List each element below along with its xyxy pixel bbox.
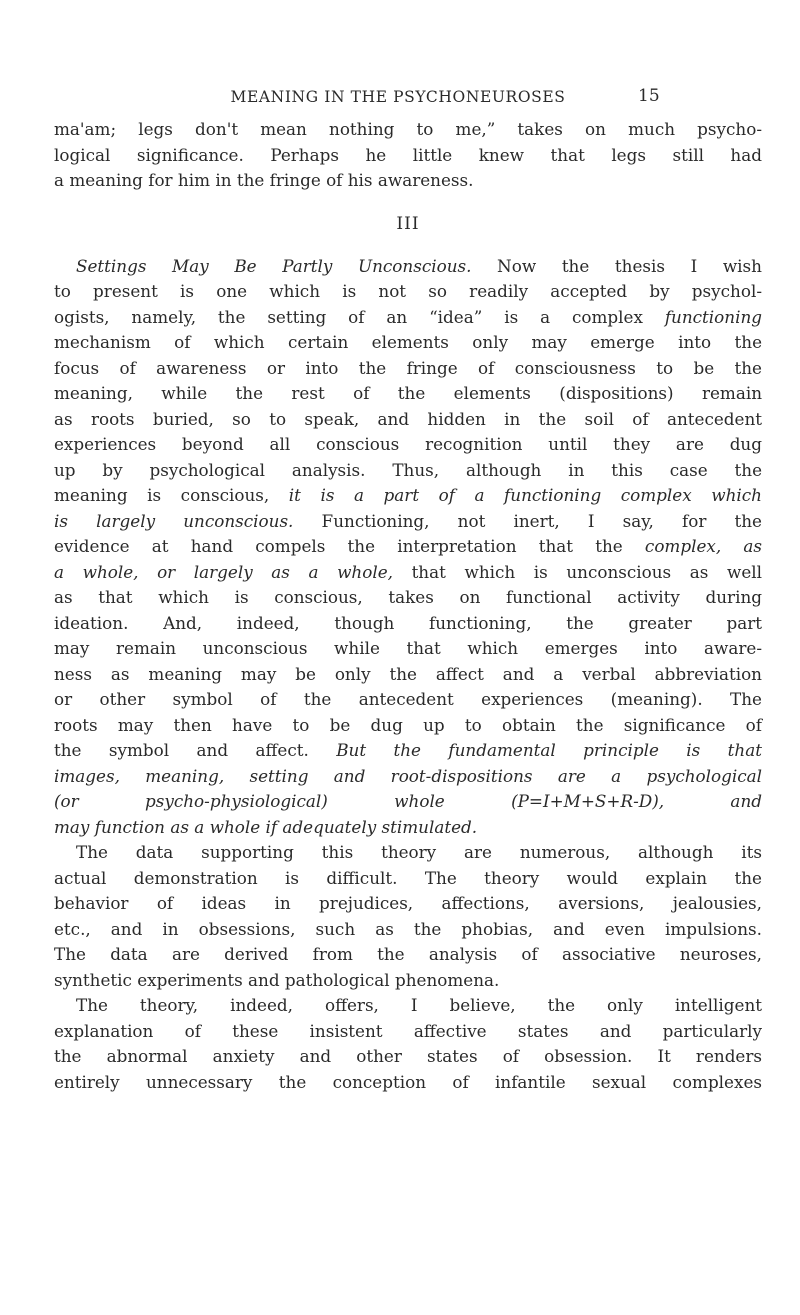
text-line xyxy=(54,356,762,382)
italic-text: (or psycho-physiological) whole (P=I+M+S+R-D), and xyxy=(54,791,762,811)
text-line: The theory, indeed, offers, I believe, the only intelligent xyxy=(76,995,762,1015)
italic-text: complex, as xyxy=(644,536,762,556)
text-line: ma'am; legs don't mean nothing to me,” takes on much psycho- xyxy=(54,119,762,139)
text-line xyxy=(54,254,762,280)
text-run: up by psychological analysis. Thus, although in this case the xyxy=(54,459,762,480)
text-run: mechanism of which certain elements only may emerge into the xyxy=(54,332,762,352)
italic-text: But the fundamental principle is that xyxy=(336,740,762,760)
paragraph-2 xyxy=(54,254,762,841)
text-run: that which is unconscious as well xyxy=(392,561,762,582)
text-line: etc., and in obsessions, such as the phobias, and even impulsions. xyxy=(54,918,762,939)
text-line xyxy=(54,534,762,560)
text-run: or other symbol of the antecedent experiences (meaning). The xyxy=(54,689,762,709)
italic-text: it is a part of a functioning complex which xyxy=(288,485,762,505)
text-run: ideation. And, indeed, though functioning, the greater part xyxy=(54,612,762,633)
text-line: logical significance. Perhaps he little knew that legs still had xyxy=(54,144,762,165)
italic-text: Settings May Be Partly Unconscious. xyxy=(76,255,472,276)
text-line xyxy=(54,432,762,458)
text-line xyxy=(54,458,762,484)
text-line xyxy=(54,279,762,305)
text-line: The data supporting this theory are numerous, although its xyxy=(76,842,762,862)
italic-text: may function as a whole if adequately stimulated. xyxy=(54,816,478,837)
italic-text: images, meaning, setting and root-dispositions are a psychological xyxy=(54,765,762,786)
text-run: ogists, namely, the setting of an “idea” is a complex xyxy=(54,306,665,327)
text-run: may remain unconscious while that which emerges into aware- xyxy=(54,638,762,658)
text-line xyxy=(54,713,762,739)
text-run: the symbol and affect. xyxy=(54,740,337,760)
text-line xyxy=(54,381,762,407)
paragraph-4 xyxy=(54,993,762,1095)
text-line xyxy=(54,483,762,509)
text-run: roots may then have to be dug up to obtain the significance of xyxy=(54,714,762,735)
text-line xyxy=(54,509,762,535)
text-line xyxy=(54,687,762,713)
italic-text: functioning xyxy=(664,306,762,327)
text-run: to present is one which is not so readily accepted by psychol- xyxy=(54,281,762,301)
text-run: Functioning, not inert, I say, for the xyxy=(293,510,762,531)
text-run: meaning, while the rest of the elements (dispositions) remain xyxy=(54,383,762,403)
page-number: 15 xyxy=(638,86,660,106)
italic-text: a whole, or largely as a whole, xyxy=(54,561,393,582)
text-line xyxy=(54,764,762,790)
text-line xyxy=(54,585,762,611)
body-text xyxy=(54,117,762,1095)
paragraph-3 xyxy=(54,840,762,993)
text-line: behavior of ideas in prejudices, affections, aversions, jealousies, xyxy=(54,893,762,913)
paragraph-1 xyxy=(54,117,762,194)
text-run: experiences beyond all conscious recognition until they are dug xyxy=(54,434,762,454)
section-number: III xyxy=(396,213,420,234)
text-line xyxy=(54,330,762,356)
text-line: explanation of these insistent affective states and particularly xyxy=(54,1020,762,1041)
text-line xyxy=(54,305,762,331)
text-line xyxy=(54,662,762,688)
text-run: evidence at hand compels the interpretation that the xyxy=(54,536,645,556)
text-line: synthetic experiments and pathological phenomena. xyxy=(54,969,500,990)
text-run: focus of awareness or into the fringe of consciousness to be the xyxy=(54,357,762,378)
text-line xyxy=(54,611,762,637)
italic-text: is largely unconscious. xyxy=(54,510,294,531)
text-run: Now the thesis I wish xyxy=(471,255,762,276)
text-line xyxy=(54,636,762,662)
text-run: as that which is conscious, takes on functional activity during xyxy=(54,587,762,607)
text-line xyxy=(54,815,762,841)
text-run: ness as meaning may be only the affect and a verbal abbreviation xyxy=(54,663,762,684)
text-line: actual demonstration is difficult. The theory would explain the xyxy=(54,867,762,888)
running-title: MEANING IN THE PSYCHONEUROSES xyxy=(230,88,566,106)
text-run: as roots buried, so to speak, and hidden in the soil of antecedent xyxy=(54,408,762,429)
text-line: the abnormal anxiety and other states of obsession. It renders xyxy=(54,1046,762,1066)
text-line xyxy=(54,560,762,586)
text-run: meaning is conscious, xyxy=(54,485,289,505)
text-line: The data are derived from the analysis of associative neuroses, xyxy=(54,944,762,964)
text-line xyxy=(54,407,762,433)
text-line: entirely unnecessary the conception of infantile sexual complexes xyxy=(54,1071,762,1092)
text-line: a meaning for him in the fringe of his awareness. xyxy=(54,170,474,190)
text-line xyxy=(54,789,762,815)
text-line xyxy=(54,738,762,764)
